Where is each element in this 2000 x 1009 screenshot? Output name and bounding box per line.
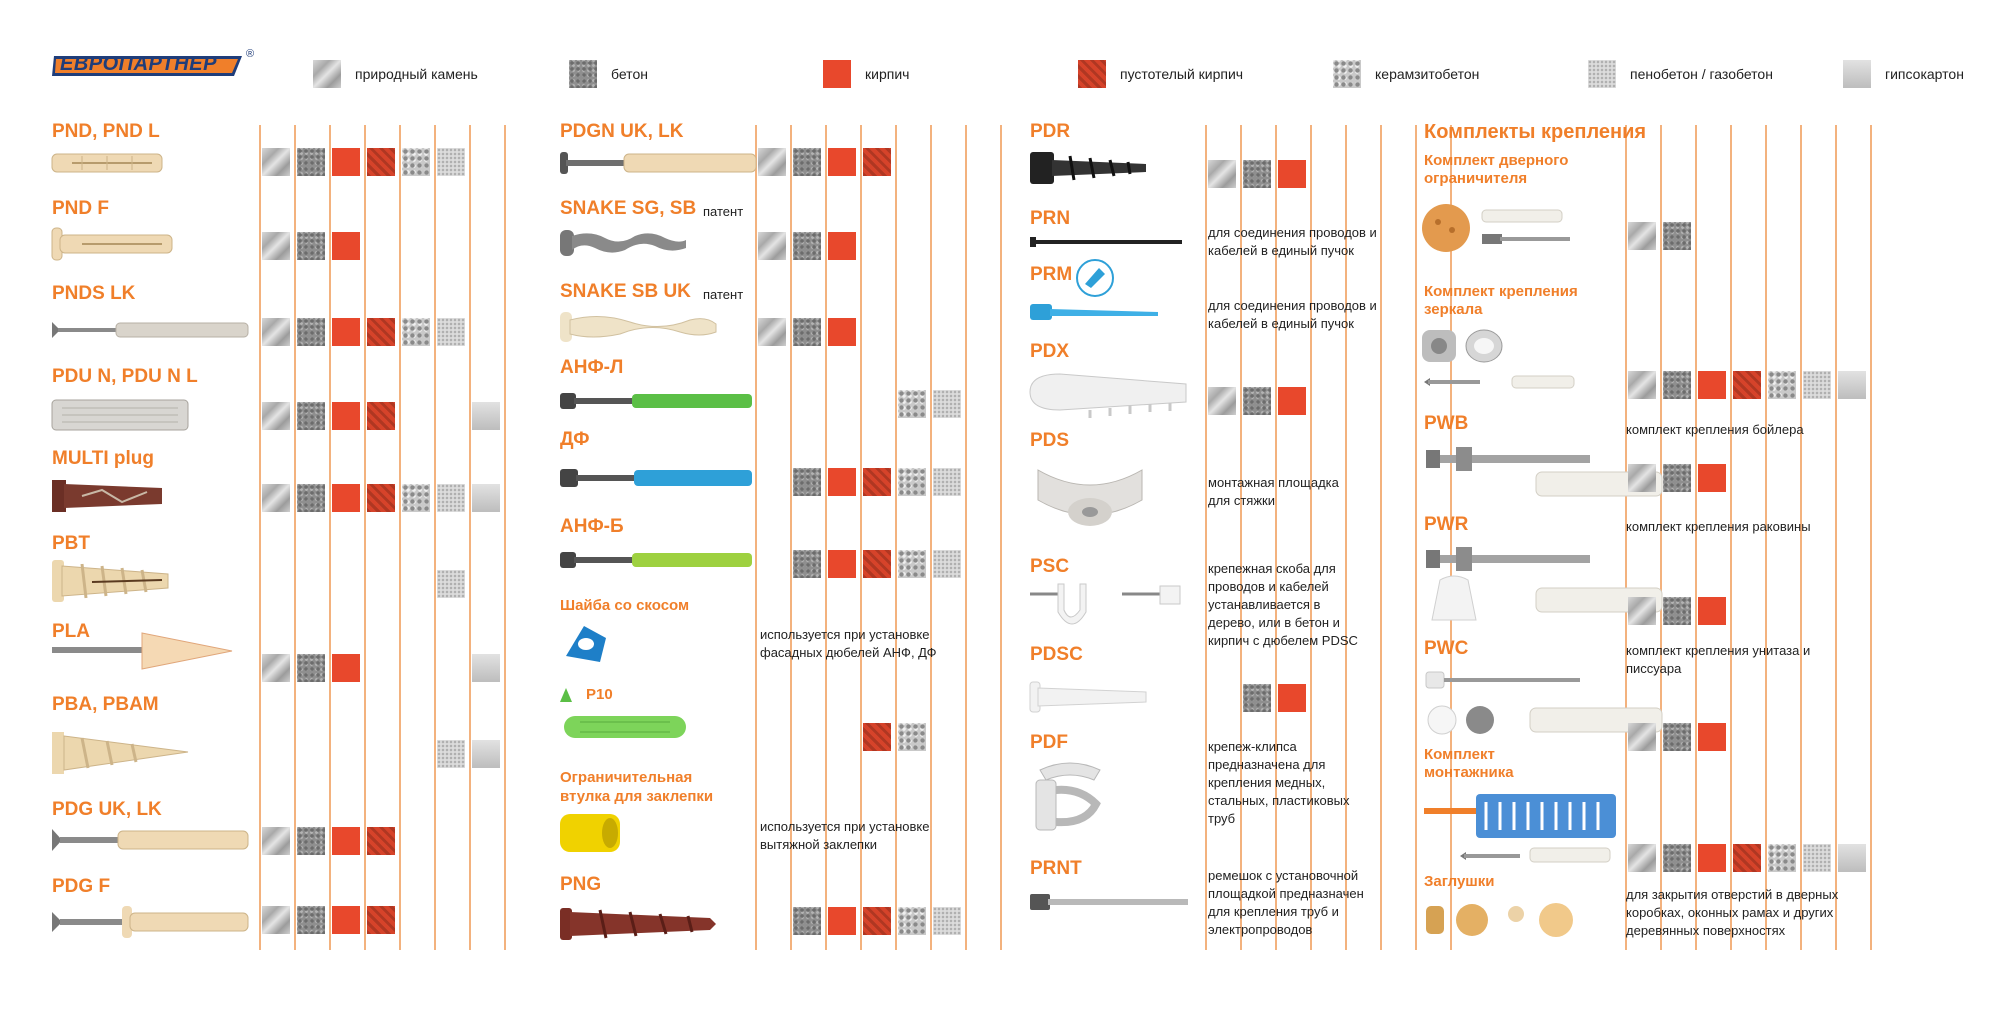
column-divider: [364, 125, 366, 950]
anchor-p10-icon: [560, 688, 695, 748]
hollow-swatch-icon: [1733, 844, 1761, 872]
foam-swatch-icon: [1803, 844, 1831, 872]
stone-swatch-icon: [262, 484, 290, 512]
product-name: PNDS LK: [52, 283, 136, 304]
stone-swatch-icon: [758, 232, 786, 260]
keramz-swatch-icon: [1768, 844, 1796, 872]
brick-swatch-icon: [332, 654, 360, 682]
product-name: P10: [586, 686, 613, 703]
product-name: PRN: [1030, 208, 1071, 229]
hollow-swatch-icon: [367, 318, 395, 346]
column-divider: [1695, 125, 1697, 950]
keramz-swatch-icon: [402, 148, 430, 176]
keramz-swatch-icon: [402, 318, 430, 346]
sink-kit-bolt-icon: [1426, 544, 1596, 574]
mirror-kit-icon: [1420, 326, 1580, 398]
foam-swatch-icon: [933, 907, 961, 935]
product-name: Шайба со скосом: [560, 597, 690, 614]
foam-swatch-icon: [933, 390, 961, 418]
keramz-swatch-icon: [898, 390, 926, 418]
stone-swatch-icon: [1628, 597, 1656, 625]
brick-swatch-icon: [332, 484, 360, 512]
gypsum-swatch-icon: [472, 402, 500, 430]
hollow-swatch-icon: [863, 550, 891, 578]
product-name: MULTI plug: [52, 448, 155, 469]
foam-swatch-icon: [933, 550, 961, 578]
brick-swatch-icon: [332, 232, 360, 260]
product-name: SNAKE SG, SB: [560, 198, 697, 219]
column-divider: [1205, 125, 1207, 950]
foam-swatch-icon: [437, 740, 465, 768]
product-name: PDS: [1030, 430, 1070, 451]
column-divider: [1730, 125, 1732, 950]
concrete-swatch-icon: [1663, 222, 1691, 250]
brick-swatch-icon: [828, 148, 856, 176]
hollow-swatch-icon: [367, 148, 395, 176]
brick-swatch-icon: [828, 468, 856, 496]
patent-label: патент: [703, 287, 744, 302]
hollow-swatch-icon: [367, 827, 395, 855]
brick-swatch-icon: [1698, 844, 1726, 872]
concrete-swatch-icon: [793, 468, 821, 496]
legend-keramz: [1333, 58, 1479, 90]
mounting-pad-pds-icon: [1030, 460, 1150, 546]
product-description: для соединения проводов и кабелей в единый пучок: [1208, 225, 1377, 258]
brick-swatch-icon: [332, 148, 360, 176]
product-description: комплект крепления раковины: [1626, 519, 1811, 534]
rivet-sleeve-icon: [560, 810, 620, 856]
hollow-swatch-icon: [367, 484, 395, 512]
legend-label: кирпич: [865, 66, 910, 82]
hollow-brick-swatch-icon: [1078, 60, 1106, 88]
gypsum-swatch-icon: [472, 740, 500, 768]
column-divider: [755, 125, 757, 950]
product-name: PDGN UK, LK: [560, 121, 684, 142]
stone-swatch-icon: [262, 232, 290, 260]
product-description: монтажная площадка для стяжки: [1208, 475, 1339, 508]
brick-swatch-icon: [828, 232, 856, 260]
legend-stone: [313, 58, 478, 90]
brand-logo: [52, 48, 255, 80]
dowel-pdgn-icon: [560, 150, 760, 176]
cable-holder-pdx-icon: [1030, 370, 1190, 420]
legend-brick: [823, 58, 909, 90]
brick-swatch-icon: [1278, 684, 1306, 712]
gypsum-swatch-icon: [472, 484, 500, 512]
product-name: АНФ-Б: [560, 516, 624, 537]
foam-swatch-icon: [437, 484, 465, 512]
keramz-swatch-icon: [898, 468, 926, 496]
facade-dowel-anf-b-icon: [560, 549, 755, 571]
product-name: PDG UK, LK: [52, 799, 162, 820]
concrete-swatch-icon: [793, 232, 821, 260]
product-description: крепежная скоба для проводов и кабелей устанавливается в дерево, или в бетон и кирпич с дюбелем PDSC: [1208, 561, 1358, 648]
product-name: PNG: [560, 874, 602, 895]
product-name: PRNT: [1030, 858, 1082, 879]
door-stop-kit-icon: [1420, 200, 1580, 256]
product-name: PLA: [52, 621, 90, 642]
concrete-swatch-icon: [297, 827, 325, 855]
column-divider: [1380, 125, 1382, 950]
product-description: используется при установке фасадных дюбелей АНФ, ДФ: [760, 627, 937, 660]
brick-swatch-icon: [332, 402, 360, 430]
column-divider: [1660, 125, 1662, 950]
dowel-pdu-icon: [52, 398, 192, 432]
keramz-swatch-icon: [898, 723, 926, 751]
concrete-swatch-icon: [297, 906, 325, 934]
gypsum-swatch-icon: [1838, 844, 1866, 872]
product-name: PDU N, PDU N L: [52, 366, 198, 387]
gypsum-swatch-icon: [1838, 371, 1866, 399]
column-divider: [1625, 125, 1627, 950]
column-divider: [1835, 125, 1837, 950]
product-name: Комплект дверного ограничителя: [1424, 152, 1569, 187]
legend-label: бетон: [611, 66, 648, 82]
brick-swatch-icon: [332, 906, 360, 934]
hollow-swatch-icon: [863, 468, 891, 496]
concrete-swatch-icon: [297, 484, 325, 512]
brick-swatch-icon: [828, 907, 856, 935]
dowel-pdg-f-icon: [52, 904, 252, 940]
legend-gypsum: [1843, 58, 1964, 90]
cable-tie-prn-icon: [1030, 236, 1190, 250]
dowel-pbt-icon: [52, 556, 172, 606]
foam-swatch-icon: [1588, 60, 1616, 88]
brick-swatch-icon: [828, 550, 856, 578]
keramz-swatch-icon: [1768, 371, 1796, 399]
column-divider: [1870, 125, 1872, 950]
stone-swatch-icon: [758, 148, 786, 176]
stone-swatch-icon: [262, 827, 290, 855]
strap-prnt-icon: [1030, 890, 1190, 914]
brick-swatch-icon: [828, 318, 856, 346]
brand-logo-text: ЕВРОПАРТНЕР: [60, 53, 217, 75]
dowel-png-icon: [560, 902, 720, 946]
product-description: ремешок с установочной площадкой предназначен для крепления труб и электропроводов: [1208, 868, 1364, 937]
foam-swatch-icon: [437, 148, 465, 176]
stone-swatch-icon: [1628, 844, 1656, 872]
column-divider: [1800, 125, 1802, 950]
stone-swatch-icon: [313, 60, 341, 88]
stone-swatch-icon: [1208, 387, 1236, 415]
keramz-swatch-icon: [898, 907, 926, 935]
facade-dowel-anf-l-icon: [560, 390, 755, 412]
stone-swatch-icon: [1628, 371, 1656, 399]
foam-swatch-icon: [437, 570, 465, 598]
concrete-swatch-icon: [1243, 387, 1271, 415]
product-description: для закрытия отверстий в дверных коробках, оконных рамах и других деревянных поверхностях: [1626, 887, 1839, 938]
concrete-swatch-icon: [1663, 464, 1691, 492]
concrete-swatch-icon: [569, 60, 597, 88]
brick-swatch-icon: [1278, 387, 1306, 415]
hollow-swatch-icon: [863, 723, 891, 751]
column-divider: [469, 125, 471, 950]
dowel-pba-icon: [52, 728, 192, 778]
concrete-swatch-icon: [297, 232, 325, 260]
dowel-snake-sg-icon: [560, 228, 690, 258]
product-name: PDG F: [52, 876, 111, 897]
column-divider: [1415, 125, 1417, 950]
legend-label: гипсокартон: [1885, 66, 1964, 82]
legend-label: керамзитобетон: [1375, 66, 1480, 82]
tie-prm-detail-icon: [1075, 258, 1115, 298]
product-name: PND F: [52, 198, 109, 219]
cable-clip-psc-icon: [1030, 580, 1190, 630]
column-divider: [329, 125, 331, 950]
concrete-swatch-icon: [297, 402, 325, 430]
legend-label: пустотелый кирпич: [1120, 66, 1244, 82]
column-divider: [434, 125, 436, 950]
column-divider: [294, 125, 296, 950]
product-name: PWC: [1424, 638, 1469, 659]
column-divider: [399, 125, 401, 950]
concrete-swatch-icon: [793, 318, 821, 346]
brick-swatch-icon: [1698, 597, 1726, 625]
hollow-swatch-icon: [863, 907, 891, 935]
foam-swatch-icon: [1803, 371, 1831, 399]
patent-label: патент: [703, 204, 744, 219]
hollow-swatch-icon: [863, 148, 891, 176]
dowel-pdsc-icon: [1030, 680, 1150, 714]
product-description: комплект крепления унитаза и писсуара: [1626, 643, 1811, 676]
product-name: Ограничительная втулка для заклепки: [560, 769, 714, 805]
stone-swatch-icon: [262, 654, 290, 682]
tie-prm-icon: [1030, 300, 1160, 324]
dowel-multi-plug-icon: [52, 476, 167, 516]
hollow-swatch-icon: [367, 906, 395, 934]
product-name: SNAKE SB UK: [560, 281, 691, 302]
concrete-swatch-icon: [793, 907, 821, 935]
legend-label: природный камень: [355, 66, 478, 82]
column-divider: [965, 125, 967, 950]
screw-dowel-pnds-icon: [52, 318, 252, 342]
stone-swatch-icon: [262, 906, 290, 934]
brick-swatch-icon: [823, 60, 851, 88]
installer-kit-icon: [1420, 790, 1620, 876]
concrete-swatch-icon: [1663, 371, 1691, 399]
keramz-swatch-icon: [402, 484, 430, 512]
product-name: АНФ-Л: [560, 357, 624, 378]
dowel-pnd-f-icon: [52, 226, 177, 262]
concrete-swatch-icon: [297, 148, 325, 176]
concrete-swatch-icon: [793, 148, 821, 176]
stone-swatch-icon: [758, 318, 786, 346]
column-divider: [504, 125, 506, 950]
product-name: Комплект крепления зеркала: [1424, 283, 1578, 318]
concrete-swatch-icon: [1243, 684, 1271, 712]
hollow-swatch-icon: [1733, 371, 1761, 399]
product-name: ДФ: [560, 429, 590, 450]
concrete-swatch-icon: [1663, 597, 1691, 625]
product-name: PWR: [1424, 514, 1469, 535]
product-name: PRM: [1030, 264, 1073, 285]
product-description: для соединения проводов и кабелей в единый пучок: [1208, 298, 1377, 331]
foam-swatch-icon: [437, 318, 465, 346]
legend-foam: [1588, 58, 1773, 90]
brick-swatch-icon: [1698, 371, 1726, 399]
cable-tie-mount-pdr-icon: [1030, 148, 1150, 188]
concrete-swatch-icon: [793, 550, 821, 578]
section-title: Комплекты крепления: [1424, 121, 1647, 143]
stone-swatch-icon: [1628, 464, 1656, 492]
stone-swatch-icon: [262, 402, 290, 430]
concrete-swatch-icon: [1243, 160, 1271, 188]
column-divider: [1765, 125, 1767, 950]
concrete-swatch-icon: [1663, 723, 1691, 751]
foam-swatch-icon: [933, 468, 961, 496]
hollow-swatch-icon: [367, 402, 395, 430]
concrete-swatch-icon: [297, 318, 325, 346]
gypsum-swatch-icon: [472, 654, 500, 682]
product-name: PDF: [1030, 732, 1068, 753]
brand-registered-mark: ®: [246, 48, 255, 60]
product-description: используется при установке вытяжной заклепки: [760, 819, 930, 852]
product-name: PDX: [1030, 341, 1070, 362]
keramz-swatch-icon: [1333, 60, 1361, 88]
stone-swatch-icon: [1628, 723, 1656, 751]
dowel-pnd-icon: [52, 148, 172, 178]
plugs-caps-icon: [1424, 898, 1584, 942]
keramz-swatch-icon: [898, 550, 926, 578]
brick-swatch-icon: [1698, 464, 1726, 492]
brick-swatch-icon: [332, 318, 360, 346]
stone-swatch-icon: [262, 148, 290, 176]
legend-hollow: [1078, 58, 1243, 90]
dowel-snake-sb-uk-icon: [560, 310, 720, 344]
toilet-kit-screw-icon: [1426, 668, 1586, 692]
product-description: крепеж-клипса предназначена для крепления медных, стальных, пластиковых труб: [1208, 739, 1350, 826]
stone-swatch-icon: [1628, 222, 1656, 250]
concrete-swatch-icon: [1663, 844, 1691, 872]
product-description: комплект крепления бойлера: [1626, 422, 1804, 437]
legend-concrete: [569, 58, 648, 90]
dowel-pla-icon: [52, 623, 232, 679]
column-divider: [1000, 125, 1002, 950]
dowel-pdg-icon: [52, 825, 252, 855]
product-name: PWB: [1424, 413, 1469, 434]
product-name: PBA, PBAM: [52, 694, 159, 715]
product-name: Заглушки: [1424, 873, 1495, 890]
legend-label: пенобетон / газобетон: [1630, 66, 1773, 82]
column-divider: [259, 125, 261, 950]
brick-swatch-icon: [332, 827, 360, 855]
gypsum-swatch-icon: [1843, 60, 1871, 88]
concrete-swatch-icon: [297, 654, 325, 682]
product-name: Комплект монтажника: [1424, 746, 1514, 781]
product-name: PDR: [1030, 121, 1071, 142]
pipe-clip-pdf-icon: [1030, 760, 1110, 836]
washer-bevel-icon: [560, 622, 610, 668]
product-name: PDSC: [1030, 644, 1083, 665]
facade-dowel-df-icon: [560, 465, 755, 491]
brick-swatch-icon: [1278, 160, 1306, 188]
stone-swatch-icon: [262, 318, 290, 346]
product-name: PSC: [1030, 556, 1070, 577]
product-name: PND, PND L: [52, 121, 160, 142]
product-name: PBT: [52, 533, 90, 554]
stone-swatch-icon: [1208, 160, 1236, 188]
brick-swatch-icon: [1698, 723, 1726, 751]
